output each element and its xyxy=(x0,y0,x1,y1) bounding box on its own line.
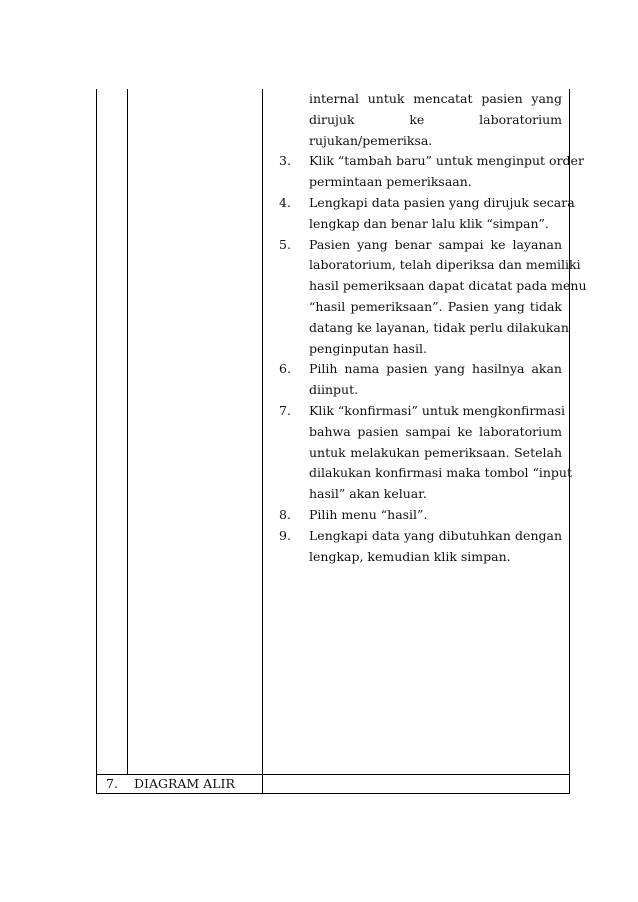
step-text-line: hasil pemeriksaan dapat dicatat pada menu xyxy=(309,278,587,293)
footer-row-label: DIAGRAM ALIR xyxy=(134,776,235,791)
step-number: 3. xyxy=(279,153,291,168)
footer-row-number: 7. xyxy=(106,776,118,791)
step-text-line: laboratorium, telah diperiksa dan memiliki xyxy=(309,257,581,272)
step-text-line: Pilih nama pasien yang hasilnya akan xyxy=(309,361,562,376)
column-divider-content xyxy=(262,89,263,793)
step-text-line: lengkap dan benar lalu klik “simpan”. xyxy=(309,216,549,231)
step-text-line: lengkap, kemudian klik simpan. xyxy=(309,549,511,564)
step-text-line: permintaan pemeriksaan. xyxy=(309,174,472,189)
step-text-line: Lengkapi data pasien yang dirujuk secara xyxy=(309,195,575,210)
column-divider-number xyxy=(127,89,128,774)
step-number: 9. xyxy=(279,528,291,543)
step-number: 8. xyxy=(279,507,291,522)
step-text-line: bahwa pasien sampai ke laboratorium xyxy=(309,424,562,439)
step-number: 7. xyxy=(279,403,291,418)
step-text-line: rujukan/pemeriksa. xyxy=(309,133,433,148)
step-text-line: untuk melakukan pemeriksaan. Setelah xyxy=(309,445,562,460)
step-text-line: dilakukan konfirmasi maka tombol “input xyxy=(309,465,573,480)
step-text-line: Klik “konfirmasi” untuk mengkonfirmasi xyxy=(309,403,566,418)
step-text-line: dirujuk ke laboratorium xyxy=(309,112,562,127)
step-text-line: “hasil pemeriksaan”. Pasien yang tidak xyxy=(309,299,562,314)
step-text-line: internal untuk mencatat pasien yang xyxy=(309,91,562,106)
step-text-line: hasil” akan keluar. xyxy=(309,486,427,501)
step-text-line: Pilih menu “hasil”. xyxy=(309,507,428,522)
step-text-line: penginputan hasil. xyxy=(309,341,427,356)
step-text-line: Lengkapi data yang dibutuhkan dengan xyxy=(309,528,562,543)
step-number: 5. xyxy=(279,237,291,252)
step-text-line: Pasien yang benar sampai ke layanan xyxy=(309,237,562,252)
step-number: 4. xyxy=(279,195,291,210)
step-number: 6. xyxy=(279,361,291,376)
step-text-line: Klik “tambah baru” untuk menginput order xyxy=(309,153,584,168)
step-text-line: datang ke layanan, tidak perlu dilakukan xyxy=(309,320,569,335)
step-text-line: diinput. xyxy=(309,382,359,397)
